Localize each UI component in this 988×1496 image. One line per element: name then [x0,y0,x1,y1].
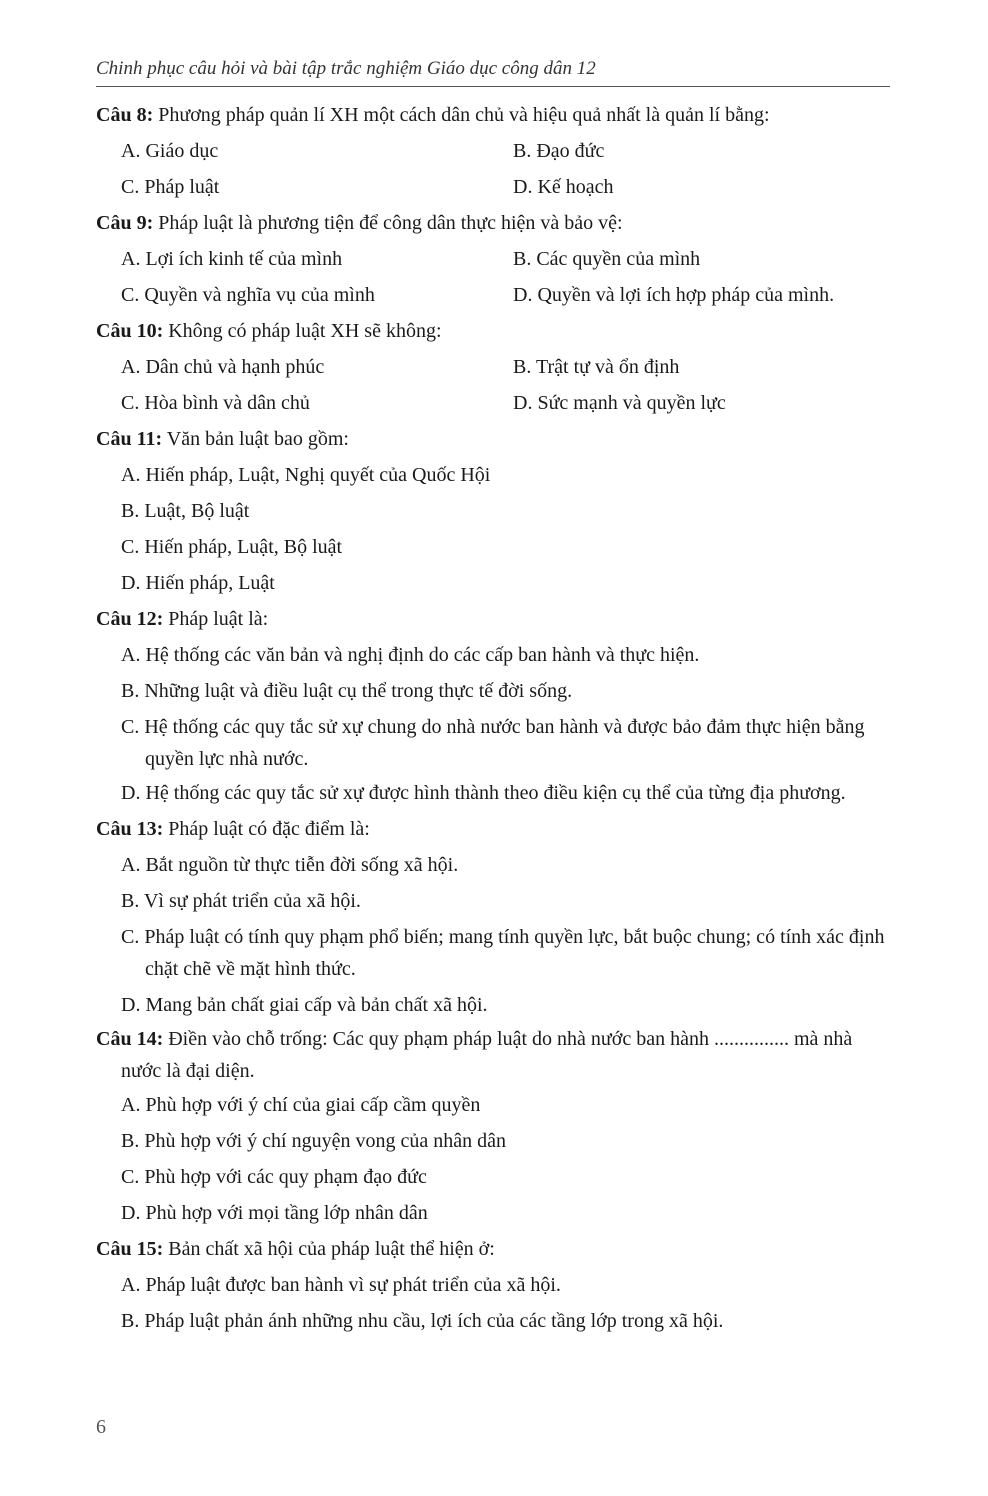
option: B. Các quyền của mình [513,248,701,270]
option: C. Phù hợp với các quy phạm đạo đức [121,1166,427,1188]
question-14 [96,1023,896,1087]
option: B. Đạo đức [513,140,605,162]
option: A. Pháp luật được ban hành vì sự phát triển của xã hội. [121,1274,561,1296]
question-text: Bản chất xã hội của pháp luật thể hiện ở: [163,1238,495,1260]
option: A. Dân chủ và hạnh phúc [121,356,325,378]
option: C. Pháp luật có tính quy phạm phổ biến; mang tính quyền lực, bắt buộc chung; có tính xác định chặt chẽ về mặt hình thức. [121,926,885,980]
options-grid [121,133,896,205]
question-text: Điền vào chỗ trống: Các quy phạm pháp luật do nhà nước ban hành ............... mà nhà nước là đại diện. [121,1028,853,1082]
question-text: Không có pháp luật XH sẽ không: [163,320,442,342]
question-13 [96,811,896,847]
option: B. Luật, Bộ luật [121,500,250,522]
option: C. Pháp luật [121,176,220,198]
question-text: Pháp luật có đặc điểm là: [163,818,370,840]
option: A. Hiến pháp, Luật, Nghị quyết của Quốc Hội [121,464,491,486]
option: B. Pháp luật phản ánh những nhu cầu, lợi ích của các tầng lớp trong xã hội. [121,1310,724,1332]
question-text: Pháp luật là: [163,608,269,630]
option: D. Sức mạnh và quyền lực [513,392,726,414]
question-9 [96,205,896,241]
option: A. Lợi ích kinh tế của mình [121,248,343,270]
question-10 [96,313,896,349]
option: B. Những luật và điều luật cụ thể trong thực tế đời sống. [121,680,573,702]
option: D. Phù hợp với mọi tầng lớp nhân dân [121,1202,428,1224]
question-number: Câu 15: [96,1238,164,1260]
question-number: Câu 8: [96,104,154,126]
option: A. Hệ thống các văn bản và nghị định do các cấp ban hành và thực hiện. [121,644,700,666]
option: A. Phù hợp với ý chí của giai cấp cầm quyền [121,1094,481,1116]
question-text: Pháp luật là phương tiện để công dân thực hiện và bảo vệ: [153,212,623,234]
option: D. Hiến pháp, Luật [121,572,275,594]
question-15 [96,1231,896,1267]
options-grid [121,241,896,313]
option: D. Hệ thống các quy tắc sử xự được hình thành theo điều kiện cụ thể của từng địa phương. [121,782,846,804]
option: A. Giáo dục [121,140,219,162]
question-8 [96,97,896,133]
option: D. Quyền và lợi ích hợp pháp của mình. [513,284,835,306]
question-number: Câu 11: [96,428,163,450]
option: A. Bắt nguồn từ thực tiễn đời sống xã hội. [121,854,459,876]
running-header: Chinh phục câu hỏi và bài tập trắc nghiệm Giáo dục công dân 12 [96,58,890,87]
question-number: Câu 13: [96,818,164,840]
question-text: Văn bản luật bao gồm: [162,428,349,450]
question-list [96,97,896,1339]
question-text: Phương pháp quản lí XH một cách dân chủ và hiệu quả nhất là quản lí bằng: [153,104,770,126]
question-number: Câu 9: [96,212,154,234]
option: D. Kế hoạch [513,176,614,198]
question-11 [96,421,896,457]
option: C. Hiến pháp, Luật, Bộ luật [121,536,343,558]
option: B. Trật tự và ổn định [513,356,680,378]
option: D. Mang bản chất giai cấp và bản chất xã hội. [121,994,488,1016]
question-number: Câu 10: [96,320,164,342]
page-number: 6 [96,1416,106,1438]
option: C. Hệ thống các quy tắc sử xự chung do nhà nước ban hành và được bảo đảm thực hiện bằng quyền lực nhà nước. [121,716,865,770]
option: B. Vì sự phát triển của xã hội. [121,890,361,912]
question-12 [96,601,896,637]
option: C. Hòa bình và dân chủ [121,392,310,414]
option: C. Quyền và nghĩa vụ của mình [121,284,375,306]
question-number: Câu 14: [96,1028,164,1050]
question-number: Câu 12: [96,608,164,630]
option: B. Phù hợp với ý chí nguyện vong của nhân dân [121,1130,506,1152]
options-grid [121,349,896,421]
